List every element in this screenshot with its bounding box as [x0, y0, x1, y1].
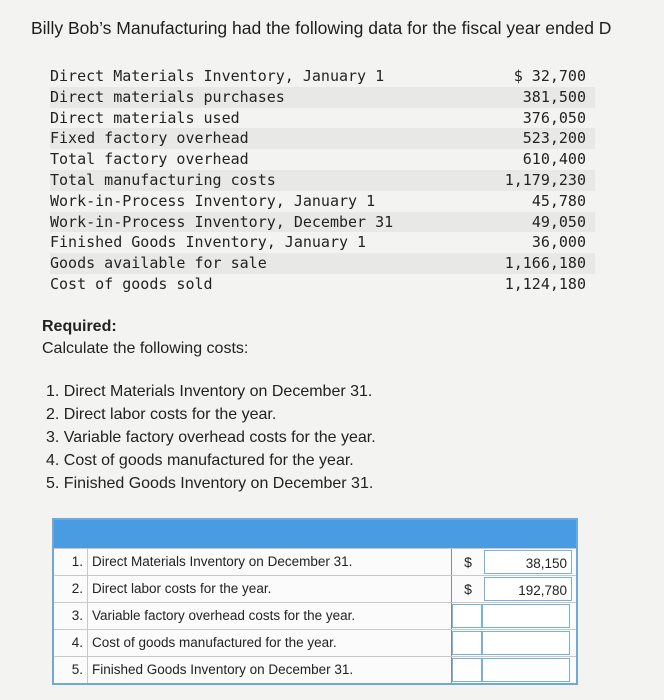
- data-label: Direct materials purchases: [50, 87, 285, 106]
- data-row: [50, 66, 595, 87]
- data-row: [50, 191, 595, 212]
- data-value: 49,050: [531, 212, 586, 231]
- data-value: 610,400: [522, 150, 586, 169]
- answer-row: [54, 656, 576, 683]
- answer-row: [54, 602, 576, 629]
- answer-currency: $: [464, 554, 472, 570]
- data-row: [50, 128, 595, 149]
- data-value: 1,179,230: [504, 170, 586, 189]
- question-item: 2. Direct labor costs for the year.: [46, 406, 277, 423]
- data-label: Total manufacturing costs: [50, 170, 276, 189]
- answer-currency-input-5[interactable]: [452, 658, 482, 682]
- data-value: 381,500: [522, 87, 586, 106]
- question-item: 5. Finished Goods Inventory on December 31.: [46, 475, 374, 492]
- required-instruction: Calculate the following costs:: [42, 340, 249, 357]
- answer-input-4[interactable]: [482, 631, 570, 655]
- data-value: 376,050: [522, 108, 586, 127]
- data-row: [50, 253, 595, 274]
- answer-currency-input-3[interactable]: [452, 604, 482, 628]
- given-data-table: [50, 66, 595, 295]
- data-label: Work-in-Process Inventory, December 31: [50, 212, 394, 231]
- data-row: [50, 274, 595, 295]
- answer-row: [54, 575, 576, 602]
- answer-row: [54, 548, 576, 575]
- answer-currency: $: [464, 581, 472, 597]
- data-label: Work-in-Process Inventory, January 1: [50, 191, 376, 210]
- answer-input-5[interactable]: [482, 658, 570, 682]
- answer-currency-input-4[interactable]: [452, 631, 482, 655]
- data-row: [50, 170, 595, 191]
- data-value: 523,200: [522, 129, 586, 148]
- answer-number: 3.: [54, 603, 88, 629]
- data-label: Total factory overhead: [50, 150, 249, 169]
- answer-row: [54, 629, 576, 656]
- answer-description: Cost of goods manufactured for the year.: [88, 630, 452, 656]
- data-value: $ 32,700: [513, 67, 586, 85]
- data-label: Cost of goods sold: [50, 274, 213, 293]
- data-label: Direct materials used: [50, 108, 240, 127]
- question-item: 3. Variable factory overhead costs for the year.: [46, 429, 376, 446]
- data-value: 45,780: [531, 191, 586, 210]
- problem-title: Billy Bob’s Manufacturing had the following data for the fiscal year ended D: [31, 18, 612, 38]
- data-row: [50, 87, 595, 108]
- data-value: 1,166,180: [504, 254, 586, 273]
- data-value: 36,000: [531, 233, 586, 252]
- data-row: [50, 108, 595, 129]
- answer-description: Finished Goods Inventory on December 31.: [88, 657, 452, 683]
- answer-number: 5.: [54, 657, 88, 683]
- answer-input-3[interactable]: [482, 604, 570, 628]
- answer-number: 2.: [54, 576, 88, 602]
- data-value: 1,124,180: [504, 274, 586, 293]
- data-label: Direct Materials Inventory, January 1: [50, 67, 385, 85]
- answer-description: Direct labor costs for the year.: [88, 576, 452, 602]
- question-list: [46, 380, 376, 495]
- answer-input-1[interactable]: 38,150: [484, 550, 572, 574]
- answer-description: Variable factory overhead costs for the year.: [88, 603, 452, 629]
- answer-input-2[interactable]: 192,780: [484, 577, 572, 601]
- answer-number: 4.: [54, 630, 88, 656]
- required-heading: Required:: [42, 318, 117, 335]
- question-item: 1. Direct Materials Inventory on December 31.: [46, 383, 373, 400]
- answer-number: 1.: [54, 549, 88, 575]
- answer-description: Direct Materials Inventory on December 31.: [88, 549, 452, 575]
- data-row: [50, 212, 595, 233]
- answer-table: [52, 518, 578, 685]
- data-row: [50, 149, 595, 170]
- data-label: Goods available for sale: [50, 254, 267, 273]
- data-row: [50, 232, 595, 253]
- question-item: 4. Cost of goods manufactured for the year.: [46, 452, 354, 469]
- answer-table-header: [54, 520, 576, 548]
- data-label: Finished Goods Inventory, January 1: [50, 233, 367, 252]
- data-label: Fixed factory overhead: [50, 129, 249, 148]
